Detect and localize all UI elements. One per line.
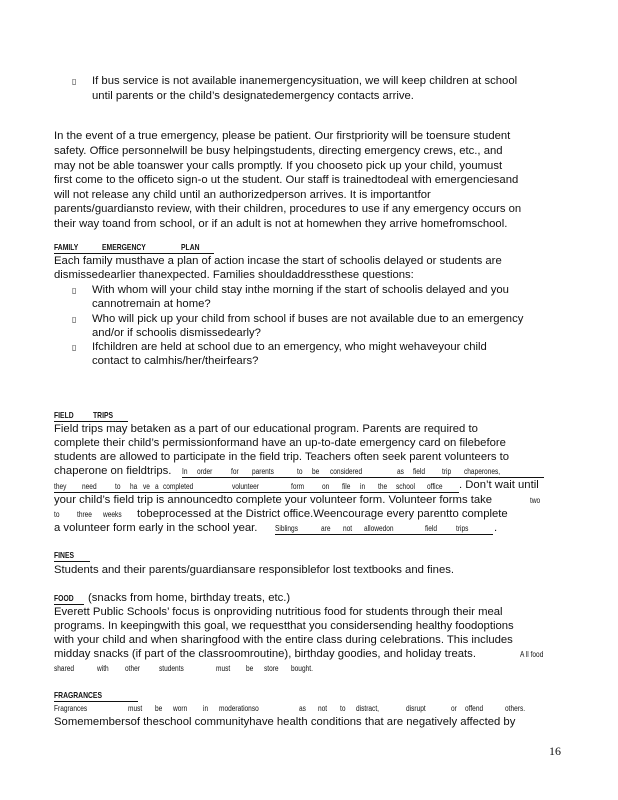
fines-heading: FINES xyxy=(54,550,75,560)
small-text-word: form xyxy=(291,482,305,491)
small-text-word: disrupt xyxy=(406,704,426,713)
small-text-word: three xyxy=(77,510,92,519)
small-text-word: they xyxy=(54,482,67,491)
field-trips-heading-word: FIELD xyxy=(54,410,74,420)
small-text-word: be xyxy=(155,704,163,713)
small-text-word: or xyxy=(451,704,457,713)
family-plan-line: Each family musthave a plan of action incase the start of schoolis delayed or students are xyxy=(54,255,502,267)
field-trips-line: complete their child’s permissionformand have an up-to-date emergency card on filebefore xyxy=(54,437,506,449)
field-trips-heading-word: TRIPS xyxy=(93,410,114,420)
small-text-word: considered xyxy=(330,467,363,476)
small-text-word: trips xyxy=(456,524,469,533)
small-text-underline xyxy=(54,492,459,493)
family-heading-word: FAMILY xyxy=(54,242,79,252)
family-question-line: Ifchildren are held at school due to an emergency, who might wehaveyour child xyxy=(92,341,487,353)
field-trips-line: . Don’t wait until xyxy=(459,479,539,491)
small-text-word: for xyxy=(231,467,239,476)
small-text-word: Fragrances xyxy=(54,704,88,713)
family-question-line: Who will pick up your child from school if buses are not available due to an emergency xyxy=(92,313,524,325)
small-text-word: a xyxy=(155,482,159,491)
field-trips-line: tobeprocessed at the District office.Weencourage every parentto complete xyxy=(137,508,508,520)
small-text-word: shared xyxy=(54,664,75,673)
small-text-word: as xyxy=(397,467,404,476)
small-text-underline xyxy=(182,477,544,478)
small-text-word: must xyxy=(128,704,143,713)
small-text-word: chaperones, xyxy=(464,467,501,476)
small-text-word: need xyxy=(82,482,97,491)
small-text-word: completed xyxy=(163,482,194,491)
small-text-word: office xyxy=(427,482,443,491)
small-text-word: ha xyxy=(130,482,138,491)
small-text-word: order xyxy=(197,467,213,476)
small-text-word: field xyxy=(425,524,438,533)
bullet-icon: ▯ xyxy=(72,286,77,295)
small-text-word: in xyxy=(360,482,366,491)
family-heading-underline xyxy=(54,253,214,254)
small-text-word: field xyxy=(413,467,426,476)
family-question-line: With whom will your child stay inthe morning if the start of schoolis delayed and you xyxy=(92,284,509,296)
small-text-word: distract, xyxy=(356,704,379,713)
small-text-word: not xyxy=(343,524,353,533)
family-heading-word: PLAN xyxy=(181,242,200,252)
small-text-word: on xyxy=(322,482,330,491)
field-trips-heading-underline xyxy=(54,421,128,422)
family-heading-word: EMERGENCY xyxy=(102,242,146,252)
small-text-word: worn xyxy=(173,704,188,713)
field-trips-line: . xyxy=(494,522,498,534)
small-text-word: must xyxy=(216,664,231,673)
field-trips-line: a volunteer form early in the school year. xyxy=(54,522,258,534)
field-trips-line: chaperone on fieldtrips. xyxy=(54,465,172,477)
bullet-icon: ▯ xyxy=(72,77,77,86)
small-text-word: trip xyxy=(442,467,452,476)
family-question-line: contact to calmhis/her/theirfears? xyxy=(92,355,259,367)
small-text-word: two xyxy=(530,496,541,505)
fines-line: Students and their parents/guardiansare responsiblefor lost textbooks and fines. xyxy=(54,564,455,576)
small-text-word: as xyxy=(299,704,306,713)
bullet-icon: ▯ xyxy=(72,343,77,352)
intro-bullet-line-1: If bus service is not available inanemergencysituation, we will keep children at school xyxy=(92,75,518,87)
small-text-word: moderationso xyxy=(219,704,259,713)
emergency-paragraph-line: In the event of a true emergency, please be patient. Our firstpriority will be toensure student xyxy=(54,130,511,142)
small-text-word: weeks xyxy=(103,510,122,519)
food-heading-underline xyxy=(54,604,84,605)
family-plan-line: dismissedearlier thanexpected. Families shouldaddressthese questions: xyxy=(54,269,414,281)
small-text-word: bought. xyxy=(291,664,313,673)
small-text-word: to xyxy=(54,510,60,519)
small-text-underline xyxy=(275,534,493,535)
field-trips-line: your child’s field trip is announcedto complete your volunteer form. Volunteer forms take xyxy=(54,494,493,506)
small-text-word: with xyxy=(97,664,109,673)
small-text-word: be xyxy=(246,664,254,673)
small-text-word: be xyxy=(312,467,320,476)
small-text-word: are xyxy=(321,524,331,533)
emergency-paragraph-line: their way toand from school, or if an adult is not at homewhen they arrive homefromschool. xyxy=(54,218,508,230)
field-trips-line: Field trips may betaken as a part of our educational program. Parents are required to xyxy=(54,423,478,435)
food-heading: FOOD xyxy=(54,593,74,603)
emergency-paragraph-line: parents/guardiansto review, with their children, procedures to use if any emergency occurs on xyxy=(54,203,522,215)
small-text-word: parents xyxy=(252,467,274,476)
food-heading-rest: (snacks from home, birthday treats, etc.) xyxy=(88,592,291,604)
fragrances-line: Somemembersof theschool communityhave health conditions that are negatively affected by xyxy=(54,716,516,728)
family-question-line: and/or if schoolis dismissedearly? xyxy=(92,327,261,339)
field-trips-line: students are allowed to participate in the field trip. Teachers often seek parent volunteers to xyxy=(54,451,510,463)
small-text-word: in xyxy=(203,704,209,713)
small-text-word: school xyxy=(396,482,415,491)
small-text-word: to xyxy=(297,467,303,476)
food-line: with your child and when sharingfood with the entire class during celebrations. This includes xyxy=(54,634,513,646)
small-text-word: the xyxy=(378,482,388,491)
emergency-paragraph-line: safety. Office personnelwill be busy helpingstudents, directing emergency crews, etc., and xyxy=(54,145,503,157)
food-line: programs. In keepingwith this goal, we requestthat you considersending healthy foodoptions xyxy=(54,620,514,632)
fragrances-heading-underline xyxy=(54,701,138,702)
small-text-word: allowedon xyxy=(364,524,394,533)
small-text-word: volunteer xyxy=(232,482,259,491)
small-text-word: other xyxy=(125,664,140,673)
small-text-word: to xyxy=(115,482,121,491)
small-text-word: students xyxy=(159,664,184,673)
emergency-paragraph-line: first come to the officeto sign-o ut the student. Our staff is trainedtodeal with emergenciesand xyxy=(54,174,519,186)
small-text-word: ve xyxy=(143,482,150,491)
intro-bullet-line-2: until parents or the child’s designatedemergency contacts arrive. xyxy=(92,90,414,102)
small-text-word: A ll food xyxy=(520,650,544,659)
fines-heading-underline xyxy=(54,561,90,562)
small-text-word: others. xyxy=(505,704,526,713)
small-text-word: store xyxy=(264,664,279,673)
small-text-word: Siblings xyxy=(275,524,298,533)
food-line: midday snacks (if part of the classroomroutine), birthday goodies, and holiday treats. xyxy=(54,648,476,660)
family-question-line: cannotremain at home? xyxy=(92,298,211,310)
bullet-icon: ▯ xyxy=(72,315,77,324)
emergency-paragraph-line: may not be able toanswer your calls promptly. If you chooseto pick up your child, youmust xyxy=(54,160,503,172)
page-number: 16 xyxy=(549,744,561,758)
small-text-word: file xyxy=(342,482,351,491)
small-text-word: In xyxy=(182,467,188,476)
emergency-paragraph-line: will not release any child until an authorizedperson arrives. It is importantfor xyxy=(54,189,431,201)
food-line: Everett Public Schools’ focus is onproviding nutritious food for students through their meal xyxy=(54,606,503,618)
small-text-word: offend xyxy=(465,704,484,713)
small-text-word: not xyxy=(318,704,328,713)
fragrances-heading: FRAGRANCES xyxy=(54,690,102,700)
small-text-word: to xyxy=(340,704,346,713)
